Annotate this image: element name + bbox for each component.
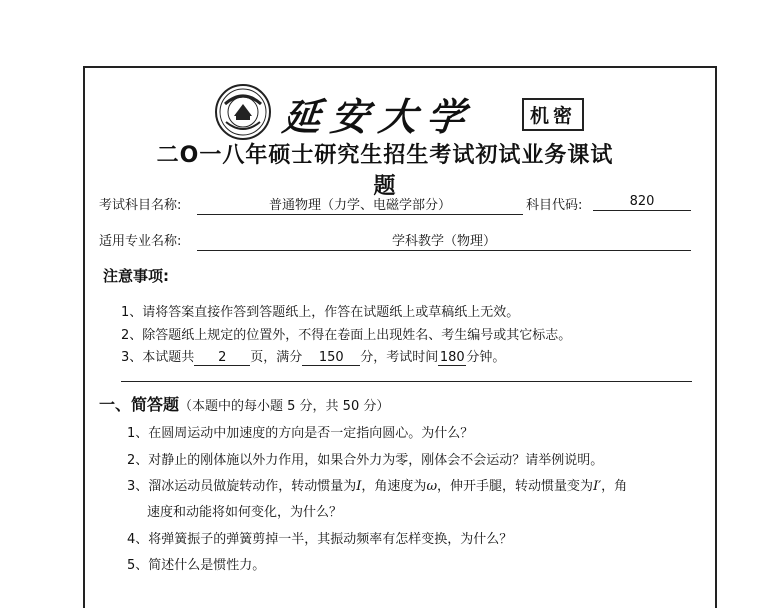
university-name: 延安大学 <box>280 94 478 139</box>
question-2: 2、对静止的刚体施以外力作用，如果合外力为零，刚体会不会运动？请举例说明。 <box>127 453 604 468</box>
major-label: 适用专业名称: <box>99 234 182 249</box>
notice-text: 页，满分 <box>250 350 303 365</box>
question-text: ，角 <box>601 479 628 494</box>
notice-item: 2、除答题纸上规定的位置外，不得在卷面上出现姓名、考生编号或其它标志。 <box>121 328 572 343</box>
math-symbol: I′ <box>593 479 602 494</box>
notice-text: 分，考试时间 <box>360 350 439 365</box>
question-text: 3、溜冰运动员做旋转动作，转动惯量为 <box>127 479 357 494</box>
notice-text: 分钟。 <box>466 350 506 365</box>
paper-header <box>215 84 635 140</box>
notice-text: 3、本试题共 <box>121 350 195 365</box>
code-label: 科目代码: <box>526 198 583 213</box>
question-3 <box>127 475 627 494</box>
question-5: 5、简述什么是惯性力。 <box>127 558 266 573</box>
section-title <box>99 392 389 415</box>
section-divider <box>121 381 692 382</box>
full-score: 150 <box>302 350 360 366</box>
notice-item: 1、请将答案直接作答到答题纸上，作答在试题纸上或草稿纸上无效。 <box>121 305 520 320</box>
question-text: ，角速度为 <box>361 479 427 494</box>
code-value: 820 <box>593 194 691 211</box>
math-symbol: ω <box>426 479 438 494</box>
notice-heading: 注意事项: <box>103 267 169 285</box>
page-count: 2 <box>194 350 250 366</box>
math-symbol: I <box>356 479 362 494</box>
question-1: 1、在圆周运动中加速度的方向是否一定指向圆心。为什么？ <box>127 426 474 441</box>
subject-label: 考试科目名称: <box>99 198 182 213</box>
subject-value: 普通物理（力学、电磁学部分） <box>197 194 523 215</box>
section-title-text: 一、简答题 <box>99 395 180 414</box>
question-3-continued: 速度和动能将如何变化，为什么？ <box>147 505 343 520</box>
major-value: 学科教学（物理） <box>197 230 691 251</box>
question-4: 4、将弹簧振子的弹簧剪掉一半，其振动频率有怎样变换，为什么？ <box>127 532 513 547</box>
exam-time: 180 <box>439 350 465 365</box>
notice-item <box>121 346 505 366</box>
secret-badge: 机密 <box>522 98 584 131</box>
question-text: ，伸开手腿，转动惯量变为 <box>437 479 594 494</box>
section-subtitle: （本题中的每小题 5 分，共 50 分） <box>179 399 390 414</box>
university-logo-icon <box>215 84 271 140</box>
exam-title: 二O一八年硕士研究生招生考试初试业务课试题 <box>156 143 614 199</box>
